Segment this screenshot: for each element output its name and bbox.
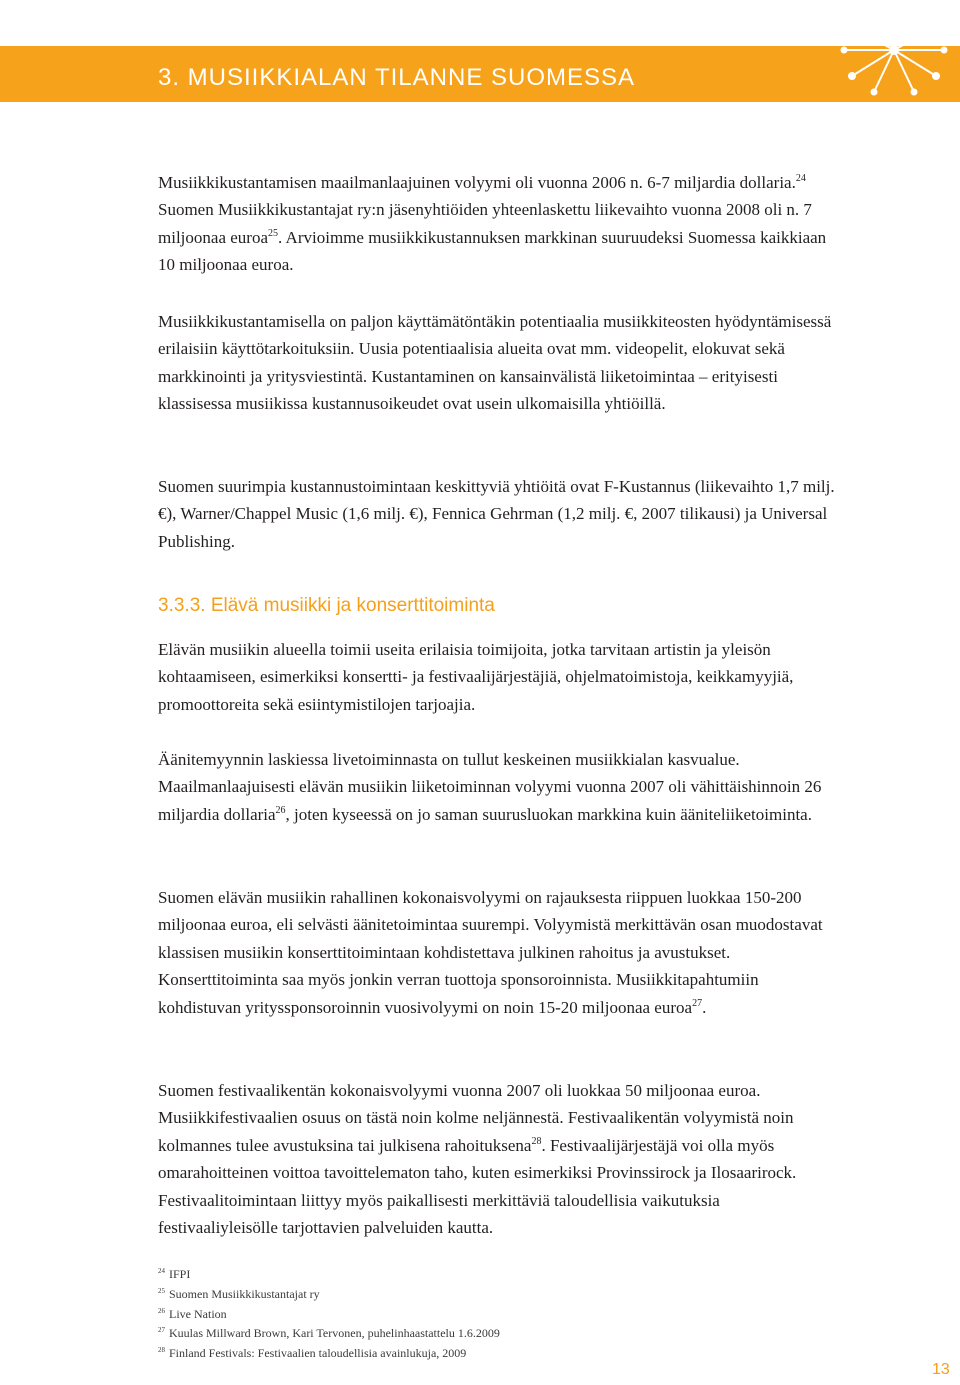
paragraph-text: . Arvioimme musiikkikustannuksen markkinan suuruudeksi Suomessa kaikkiaan 10 miljoonaa euroa. — [158, 227, 827, 275]
footnote-item — [158, 1324, 778, 1344]
paragraph-publishing-volume — [158, 169, 838, 279]
paragraph-text: Musiikkikustantamisen maailmanlaajuinen volyymi oli vuonna 2006 n. 6-7 miljardia dollaria. — [158, 173, 796, 192]
footnote-text: Live Nation — [169, 1306, 227, 1321]
footnote-text: IFPI — [169, 1267, 191, 1281]
starburst-logo-icon — [828, 0, 960, 104]
paragraph-text: Suomen Musiikkikustantajat ry:n jäsenyhtiöiden yhteenlaskettu liikevaihto vuonna 2008 oli n. 7 miljoonaa euroa — [158, 200, 812, 247]
footnotes-list — [158, 1265, 778, 1364]
footnote-number: 24 — [158, 1267, 165, 1275]
page-number: 13 — [932, 1361, 950, 1378]
paragraph-finnish-live-volume — [158, 884, 838, 1021]
footnote-ref: 27 — [692, 997, 703, 1009]
paragraph-largest-publishers: Suomen suurimpia kustannustoimintaan keskittyviä yhtiöitä ovat F-Kustannus (liikevaihto 1,7 milj. €), Warner/Chappel Music (1,6 milj. €), Fennica Gehrman (1,2 milj. €, 2007 tilikausi) ja Universal Publishing. — [158, 477, 835, 551]
footnote-text: Kuulas Millward Brown, Kari Tervonen, puhelinhaastattelu 1.6.2009 — [169, 1326, 500, 1341]
footnote-ref: 28 — [531, 1135, 542, 1147]
footnote-ref: 25 — [268, 227, 278, 239]
paragraph-publishing-potential: Musiikkikustantamisella on paljon käyttämätöntäkin potentiaalia musiikkiteosten hyödyntämisessä erilaisiin käyttötarkoituksiin. Uusia potentiaalisia alueita ovat mm. videopelit, elokuvat sekä markkinointi ja yritysviestintä. Kustantaminen on kansainvälistä liiketoimintaa – erityisesti klassisessa musiikissa kustannusoikeudet ovat usein ulkomaisilla yhtiöillä. — [158, 312, 832, 414]
footnote-ref: 24 — [795, 173, 806, 184]
footnote-number: 25 — [158, 1286, 165, 1295]
footnote-item — [158, 1265, 778, 1285]
footnote-text: Suomen Musiikkikustantajat ry — [169, 1286, 320, 1301]
footnote-number: 28 — [158, 1346, 165, 1355]
footnote-item — [158, 1344, 778, 1364]
footnote-number: 27 — [158, 1326, 165, 1335]
paragraph-text: . — [702, 997, 707, 1017]
paragraph-text: . Festivaalijärjestäjä voi olla myös omarahoitteinen voittoa tavoittelematon taho, kuten esimerkiksi Provinssirock ja Ilosaarirock. Festivaalitoimintaan liittyy myös paikallisesti merkittäviä taloudellisia vaikutuksia festivaaliyleisölle tarjottavien palveluiden kautta. — [158, 1135, 797, 1238]
footnote-item — [158, 1305, 778, 1325]
footnote-ref: 26 — [275, 804, 286, 816]
paragraph-festival-volume — [158, 1077, 838, 1241]
footnote-number: 26 — [158, 1306, 165, 1315]
footnote-item — [158, 1285, 778, 1305]
section-heading: 3.3.3. Elävä musiikki ja konserttitoiminta — [158, 595, 495, 616]
footnote-text: Finland Festivals: Festivaalien taloudellisia avainlukuja, 2009 — [169, 1346, 467, 1361]
paragraph-live-music-actors: Elävän musiikin alueella toimii useita erilaisia toimijoita, jotka tarvitaan artistin ja yleisön kohtaamiseen, esimerkiksi konsertti- ja festivaalijärjestäjiä, ohjelmatoimistoja, keikkamyyjiä, promoottoreita sekä esiintymistilojen tarjoajia. — [158, 640, 794, 714]
chapter-title: 3. MUSIIKKIALAN TILANNE SUOMESSA — [158, 64, 636, 91]
paragraph-text: Suomen festivaalikentän kokonaisvolyymi vuonna 2007 oli luokkaa 50 miljoonaa euroa. Musiikkifestivaalien osuus on tästä noin kolme neljännestä. Festivaalikentän volyymistä noin kolmannes tulee avustuksina tai julkisena rahoituksena — [158, 1081, 794, 1155]
paragraph-text: Suomen elävän musiikin rahallinen kokonaisvolyymi on rajauksesta riippuen luokkaa 150-200 miljoonaa euroa, eli selvästi äänitetoimintaa suurempi. Volyymistä merkittävän osan muodostavat klassisen musiikin konserttitoimintaan kohdistettava julkinen rahoitus ja avustukset. Konserttitoiminta saa myös jonkin verran tuottoja sponsoroinnista. Musiikkitapahtumiin kohdistuvan yrityssponsoroinnin vuosivolyymi on noin 15-20 miljoonaa euroa — [158, 888, 823, 1017]
paragraph-live-music-growth — [158, 746, 838, 828]
paragraph-text: , joten kyseessä on jo saman suurusluokan markkina kuin ääniteliiketoiminta. — [285, 804, 812, 824]
paragraph-text: Äänitemyynnin laskiessa livetoiminnasta on tullut keskeinen musiikkialan kasvualue. Maailmanlaajuisesti elävän musiikin liiketoiminnan volyymi vuonna 2007 oli vähittäishinnoin 26 miljardia dollaria — [158, 750, 822, 824]
